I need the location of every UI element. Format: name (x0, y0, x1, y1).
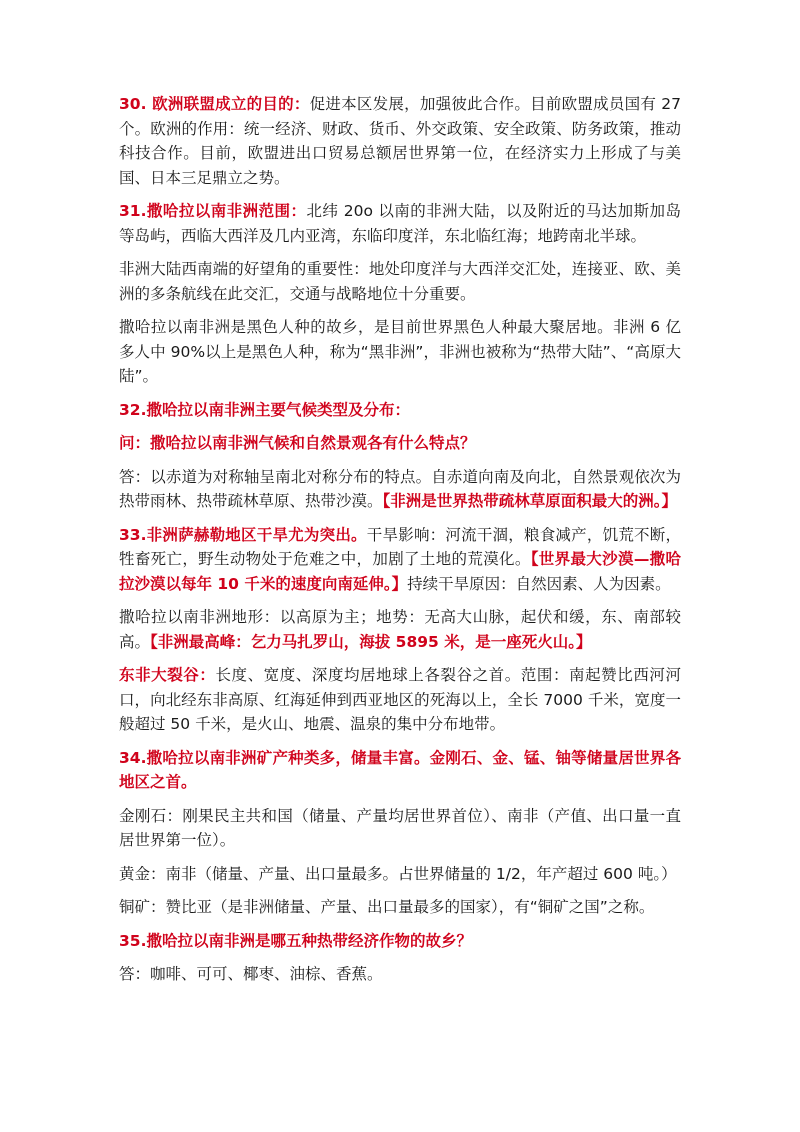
paragraph-gold (119, 862, 681, 887)
paragraph-cape-of-good-hope (119, 257, 681, 306)
paragraph-32-answer (119, 465, 681, 514)
paragraph-terrain (119, 605, 681, 654)
body-text: 促进本区发展，加强彼此合作。目前欧盟成员国有 27 个。欧洲的作用：统一经济、财政、货币、外交政策、安全政策、防务政策，推动科技合作。目前，欧盟进出口贸易总额居世界第一位，在经济实力上形成了与美国、日本三足鼎立之势。 (119, 95, 682, 187)
heading-32: 32.撒哈拉以南非洲主要气候类型及分布： (119, 400, 410, 419)
paragraph-rift-valley (119, 663, 681, 737)
body-text: 答：以赤道为对称轴呈南北对称分布的特点。自赤道向南及向北，自然景观依次为热带雨林、热带疏林草原、热带沙漠。 (119, 467, 681, 510)
paragraph-35-answer (119, 962, 681, 987)
highlight-note: 【世界最大沙漠—撒哈拉沙漠以每年 10 千米的速度向南延伸。】 (119, 550, 681, 593)
paragraph-30 (119, 92, 681, 190)
heading-33: 33.非洲萨赫勒地区干旱尤为突出。 (119, 525, 367, 544)
body-text: 干旱影响：河流干涸，粮食减产，饥荒不断，牲畜死亡，野生动物处于危难之中，加剧了土地的荒漠化。 (119, 525, 681, 568)
body-text: 非洲大陆西南端的好望角的重要性：地处印度洋与大西洋交汇处，连接亚、欧、美洲的多条航线在此交汇，交通与战略地位十分重要。 (119, 260, 681, 303)
body-text: 黄金：南非（储量、产量、出口量最多。占世界储量的 1/2，年产超过 600 吨。） (119, 864, 677, 883)
body-text: 答：咖啡、可可、椰枣、油棕、香蕉。 (119, 965, 383, 983)
paragraph-35 (119, 929, 681, 954)
paragraph-31 (119, 199, 681, 248)
body-text: 铜矿：赞比亚（是非洲储量、产量、出口量最多的国家），有“铜矿之国”之称。 (119, 898, 655, 916)
paragraph-black-race (119, 315, 681, 389)
paragraph-34 (119, 746, 681, 795)
heading-30: 30. 欧洲联盟成立的目的： (119, 95, 310, 113)
highlight-note: 【非洲是世界热带疏林草原面积最大的洲。】 (382, 492, 678, 510)
body-text: 撒哈拉以南非洲地形：以高原为主；地势：无高大山脉，起伏和缓，东、南部较高。 (119, 608, 681, 651)
body-text: 撒哈拉以南非洲是黑色人种的故乡，是目前世界黑色人种最大聚居地。非洲 6 亿多人中 90%以上是黑色人种，称为“黑非洲”，非洲也被称为“热带大陆”、“高原大陆”。 (119, 318, 681, 385)
highlight-note: 【非洲最高峰：乞力马扎罗山，海拔 5895 米，是一座死火山。】 (150, 632, 592, 651)
body-text: 长度、宽度、深度均居地球上各裂谷之首。范围：南起赞比西河河口，向北经东非高原、红海延伸到西亚地区的死海以上，全长 7000 千米，宽度一般超过 50 千米，是火山、地震、温泉的集中分布地带。 (119, 666, 681, 733)
heading-31: 31.撒哈拉以南非洲范围： (119, 202, 307, 220)
paragraph-32-question (119, 431, 681, 456)
question-32: 问：撒哈拉以南非洲气候和自然景观各有什么特点？ (119, 434, 476, 452)
document-page (119, 92, 681, 996)
body-text: 金刚石：刚果民主共和国（储量、产量均居世界首位）、南非（产值、出口量一直居世界第一位）。 (119, 806, 681, 849)
paragraph-32 (119, 398, 681, 423)
paragraph-diamond (119, 804, 681, 853)
paragraph-33 (119, 523, 681, 597)
paragraph-copper (119, 895, 681, 920)
heading-35: 35.撒哈拉以南非洲是哪五种热带经济作物的故乡？ (119, 931, 472, 950)
heading-34: 34.撒哈拉以南非洲矿产种类多，储量丰富。金刚石、金、锰、铀等储量居世界各地区之首。 (119, 748, 681, 791)
body-text: 北纬 20o 以南的非洲大陆，以及附近的马达加斯加岛等岛屿，西临大西洋及几内亚湾，东临印度洋，东北临红海；地跨南北半球。 (119, 202, 681, 245)
heading-rift-valley: 东非大裂谷： (119, 666, 216, 684)
body-text: 持续干旱原因：自然因素、人为因素。 (407, 574, 671, 593)
